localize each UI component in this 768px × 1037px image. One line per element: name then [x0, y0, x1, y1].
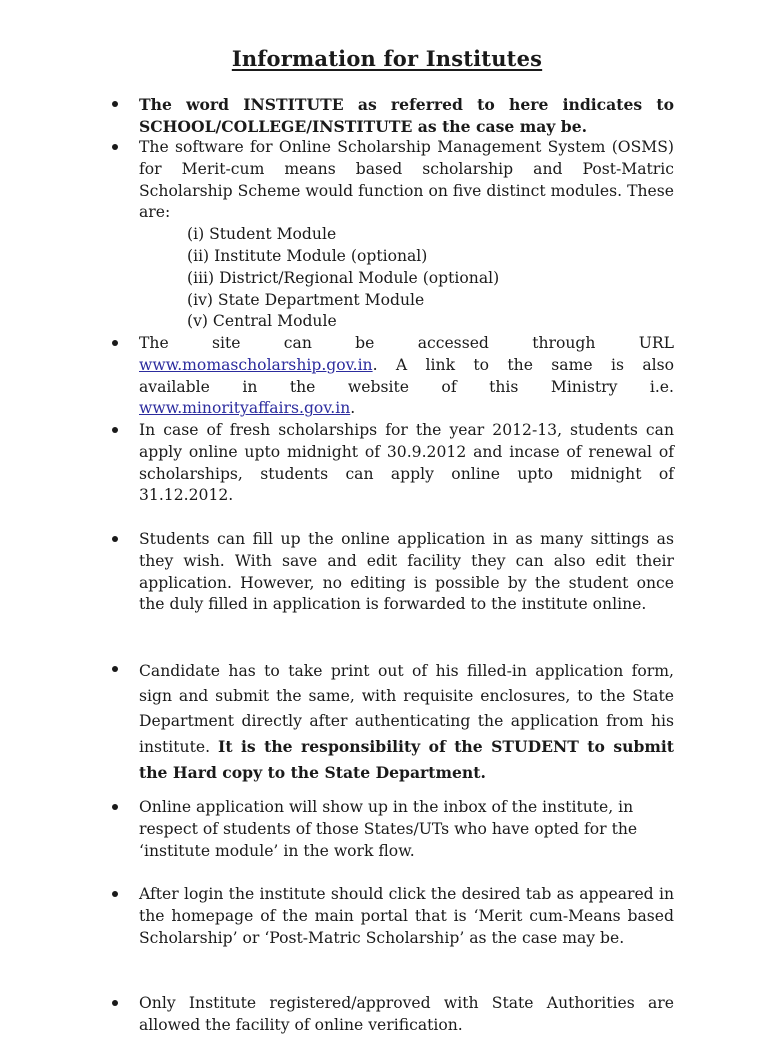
minorityaffairs-link[interactable]: www.minorityaffairs.gov.in	[139, 399, 351, 418]
bullet-line: available in the website of this Ministry i.e.	[139, 377, 674, 396]
bullet-line-text: . A link to the same is also	[372, 355, 674, 374]
page-title: Information for Institutes	[231, 46, 543, 71]
bullet-paragraph: The software for Online Scholarship Management System (OSMS) for Merit-cum means based scholarship and Post-Matric Scholarship Scheme would function on five distinct modules. These are:	[139, 138, 674, 222]
module-item: (v) Central Module	[187, 312, 337, 331]
bullet-text: Online application will show up in the inbox of the institute, in respect of students of those States/UTs who have opted for the ‘institute module’ in the work flow.	[139, 798, 638, 860]
bullet-paragraph: Candidate has to take print out of his filled-in application form, sign and submit the same, with requisite enclosures, to the State Department directly after authenticating the application from his institute.	[139, 662, 674, 756]
bullet-text: Only Institute registered/approved with State Authorities are allowed the facility of online verification.	[139, 994, 674, 1034]
bullet-text: After login the institute should click the desired tab as appeared in the homepage of the main portal that is ‘Merit cum-Means based Scholarship’ or ‘Post-Matric Scholarship’ as the case may be.	[139, 885, 674, 947]
bullet-text	[139, 94, 674, 138]
bullet-line	[139, 398, 674, 420]
bullet-text	[139, 333, 674, 420]
module-item: (i) Student Module	[187, 225, 337, 244]
bullet-text	[139, 659, 674, 786]
bullet-line-text: .	[350, 399, 356, 418]
module-list	[139, 224, 674, 333]
module-item: (iii) District/Regional Module (optional)	[187, 268, 500, 287]
bullet-icon	[112, 804, 118, 810]
bullet-icon	[112, 101, 118, 107]
bullet-text: Students can fill up the online application in as many sittings as they wish. With save and edit facility they can also edit their application. However, no editing is possible by the student once the duly filled in application is forwarded to the institute online.	[139, 530, 674, 614]
bullet-icon	[112, 536, 118, 542]
bullet-icon	[112, 1000, 118, 1006]
bullet-icon	[112, 666, 118, 672]
bullet-icon	[112, 891, 118, 897]
bullet-line: The site can be accessed through URL	[139, 334, 674, 352]
bullet-icon	[112, 144, 118, 150]
bullet-line: SCHOOL/COLLEGE/INSTITUTE as the case may be.	[139, 116, 588, 136]
bullet-emphasis: It is the responsibility of the STUDENT to submit the Hard copy to the State Department.	[139, 737, 675, 782]
bullet-icon	[112, 340, 118, 346]
momascholarship-link[interactable]: www.momascholarship.gov.in	[139, 355, 373, 374]
bullet-text: In case of fresh scholarships for the year 2012-13, students can apply online upto midnight of 30.9.2012 and incase of renewal of scholarships, students can apply online upto midnight of 31.12.2012.	[139, 421, 674, 505]
module-item: (ii) Institute Module (optional)	[187, 246, 428, 265]
bullet-line	[139, 355, 674, 377]
bullet-text	[139, 137, 674, 333]
module-item: (iv) State Department Module	[187, 290, 425, 309]
bullet-icon	[112, 427, 118, 433]
bullet-line: The word INSTITUTE as referred to here indicates to	[139, 95, 674, 114]
